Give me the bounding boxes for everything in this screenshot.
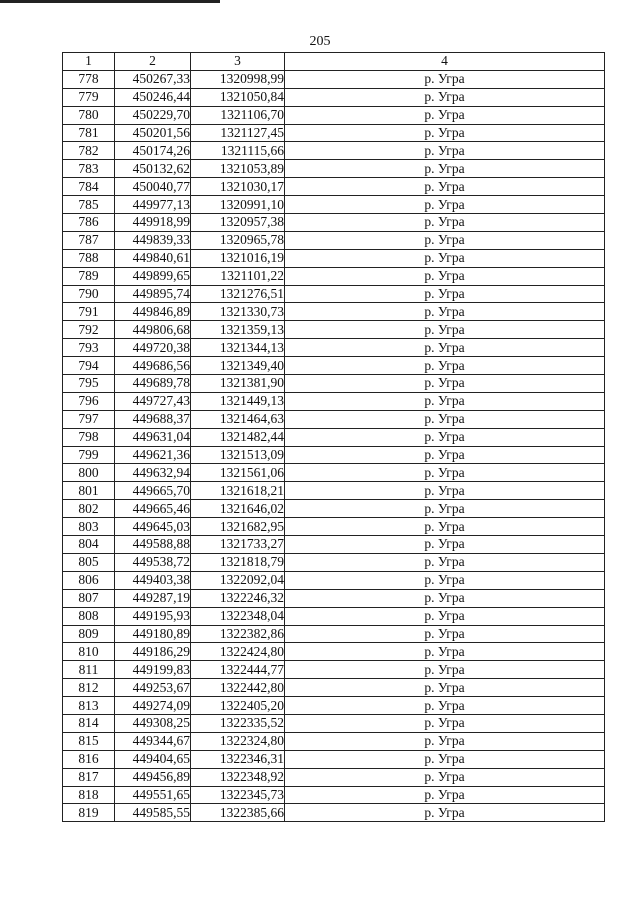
y-coordinate-cell: 1321349,40	[191, 357, 285, 375]
y-coordinate-cell: 1322382,86	[191, 625, 285, 643]
x-coordinate-cell: 449632,94	[115, 464, 191, 482]
table-row	[63, 339, 605, 357]
point-number-cell: 801	[63, 482, 115, 500]
table-row	[63, 267, 605, 285]
y-coordinate-cell: 1321646,02	[191, 500, 285, 518]
table-row	[63, 804, 605, 822]
description-cell: р. Угра	[285, 697, 605, 715]
x-coordinate-cell: 449344,67	[115, 732, 191, 750]
page-number: 205	[309, 34, 331, 49]
y-coordinate-cell: 1321682,95	[191, 518, 285, 536]
table-row	[63, 160, 605, 178]
description-cell: р. Угра	[285, 178, 605, 196]
x-coordinate-cell: 449199,83	[115, 661, 191, 679]
y-coordinate-cell: 1322405,20	[191, 697, 285, 715]
table-row	[63, 446, 605, 464]
table-row	[63, 571, 605, 589]
table-header-row	[63, 53, 605, 71]
description-cell: р. Угра	[285, 160, 605, 178]
x-coordinate-cell: 449665,70	[115, 482, 191, 500]
x-coordinate-cell: 449727,43	[115, 392, 191, 410]
table-row	[63, 768, 605, 786]
point-number-cell: 783	[63, 160, 115, 178]
x-coordinate-cell: 450229,70	[115, 106, 191, 124]
y-coordinate-cell: 1322385,66	[191, 804, 285, 822]
description-cell: р. Угра	[285, 428, 605, 446]
table-row	[63, 249, 605, 267]
point-number-cell: 787	[63, 231, 115, 249]
x-coordinate-cell: 449895,74	[115, 285, 191, 303]
y-coordinate-cell: 1321449,13	[191, 392, 285, 410]
x-coordinate-cell: 450174,26	[115, 142, 191, 160]
x-coordinate-cell: 449551,65	[115, 786, 191, 804]
y-coordinate-cell: 1321618,21	[191, 482, 285, 500]
table-row	[63, 518, 605, 536]
point-number-cell: 798	[63, 428, 115, 446]
description-cell: р. Угра	[285, 339, 605, 357]
description-cell: р. Угра	[285, 303, 605, 321]
table-row	[63, 410, 605, 428]
point-number-cell: 803	[63, 518, 115, 536]
table-row	[63, 106, 605, 124]
description-cell: р. Угра	[285, 106, 605, 124]
table-row	[63, 464, 605, 482]
point-number-cell: 794	[63, 357, 115, 375]
y-coordinate-cell: 1321359,13	[191, 321, 285, 339]
description-cell: р. Угра	[285, 124, 605, 142]
y-coordinate-cell: 1321561,06	[191, 464, 285, 482]
column-header: 2	[115, 53, 191, 71]
description-cell: р. Угра	[285, 142, 605, 160]
point-number-cell: 811	[63, 661, 115, 679]
description-cell: р. Угра	[285, 536, 605, 554]
point-number-cell: 792	[63, 321, 115, 339]
description-cell: р. Угра	[285, 589, 605, 607]
x-coordinate-cell: 449720,38	[115, 339, 191, 357]
y-coordinate-cell: 1321127,45	[191, 124, 285, 142]
table-row	[63, 88, 605, 106]
y-coordinate-cell: 1321344,13	[191, 339, 285, 357]
point-number-cell: 802	[63, 500, 115, 518]
x-coordinate-cell: 449195,93	[115, 607, 191, 625]
description-cell: р. Угра	[285, 267, 605, 285]
description-cell: р. Угра	[285, 464, 605, 482]
description-cell: р. Угра	[285, 357, 605, 375]
coordinates-table	[62, 52, 605, 822]
description-cell: р. Угра	[285, 750, 605, 768]
point-number-cell: 808	[63, 607, 115, 625]
description-cell: р. Угра	[285, 661, 605, 679]
point-number-cell: 791	[63, 303, 115, 321]
x-coordinate-cell: 449585,55	[115, 804, 191, 822]
x-coordinate-cell: 449253,67	[115, 679, 191, 697]
point-number-cell: 814	[63, 714, 115, 732]
x-coordinate-cell: 449308,25	[115, 714, 191, 732]
description-cell: р. Угра	[285, 500, 605, 518]
y-coordinate-cell: 1321733,27	[191, 536, 285, 554]
x-coordinate-cell: 449645,03	[115, 518, 191, 536]
description-cell: р. Угра	[285, 375, 605, 393]
column-header: 3	[191, 53, 285, 71]
x-coordinate-cell: 449404,65	[115, 750, 191, 768]
y-coordinate-cell: 1321101,22	[191, 267, 285, 285]
table-row	[63, 589, 605, 607]
y-coordinate-cell: 1320965,78	[191, 231, 285, 249]
point-number-cell: 797	[63, 410, 115, 428]
point-number-cell: 813	[63, 697, 115, 715]
point-number-cell: 807	[63, 589, 115, 607]
point-number-cell: 804	[63, 536, 115, 554]
description-cell: р. Угра	[285, 553, 605, 571]
table-row	[63, 428, 605, 446]
y-coordinate-cell: 1322348,04	[191, 607, 285, 625]
x-coordinate-cell: 449899,65	[115, 267, 191, 285]
description-cell: р. Угра	[285, 482, 605, 500]
point-number-cell: 785	[63, 196, 115, 214]
y-coordinate-cell: 1321482,44	[191, 428, 285, 446]
y-coordinate-cell: 1321818,79	[191, 553, 285, 571]
point-number-cell: 788	[63, 249, 115, 267]
x-coordinate-cell: 449287,19	[115, 589, 191, 607]
description-cell: р. Угра	[285, 518, 605, 536]
table-row	[63, 553, 605, 571]
x-coordinate-cell: 449538,72	[115, 553, 191, 571]
point-number-cell: 799	[63, 446, 115, 464]
y-coordinate-cell: 1321513,09	[191, 446, 285, 464]
table-row	[63, 697, 605, 715]
x-coordinate-cell: 449806,68	[115, 321, 191, 339]
point-number-cell: 779	[63, 88, 115, 106]
point-number-cell: 795	[63, 375, 115, 393]
x-coordinate-cell: 449918,99	[115, 214, 191, 232]
point-number-cell: 806	[63, 571, 115, 589]
point-number-cell: 818	[63, 786, 115, 804]
point-number-cell: 809	[63, 625, 115, 643]
table-row	[63, 786, 605, 804]
x-coordinate-cell: 450040,77	[115, 178, 191, 196]
y-coordinate-cell: 1322424,80	[191, 643, 285, 661]
table-row	[63, 607, 605, 625]
description-cell: р. Угра	[285, 768, 605, 786]
point-number-cell: 781	[63, 124, 115, 142]
y-coordinate-cell: 1321106,70	[191, 106, 285, 124]
table-row	[63, 321, 605, 339]
table-row	[63, 375, 605, 393]
y-coordinate-cell: 1321050,84	[191, 88, 285, 106]
point-number-cell: 817	[63, 768, 115, 786]
description-cell: р. Угра	[285, 786, 605, 804]
point-number-cell: 793	[63, 339, 115, 357]
y-coordinate-cell: 1320991,10	[191, 196, 285, 214]
point-number-cell: 810	[63, 643, 115, 661]
description-cell: р. Угра	[285, 571, 605, 589]
y-coordinate-cell: 1322092,04	[191, 571, 285, 589]
point-number-cell: 796	[63, 392, 115, 410]
y-coordinate-cell: 1321115,66	[191, 142, 285, 160]
table-row	[63, 70, 605, 88]
point-number-cell: 782	[63, 142, 115, 160]
table-row	[63, 142, 605, 160]
x-coordinate-cell: 449403,38	[115, 571, 191, 589]
table-row	[63, 303, 605, 321]
table-row	[63, 500, 605, 518]
table-row	[63, 661, 605, 679]
description-cell: р. Угра	[285, 804, 605, 822]
y-coordinate-cell: 1322246,32	[191, 589, 285, 607]
y-coordinate-cell: 1320998,99	[191, 70, 285, 88]
table-row	[63, 732, 605, 750]
table-row	[63, 536, 605, 554]
point-number-cell: 789	[63, 267, 115, 285]
x-coordinate-cell: 449839,33	[115, 231, 191, 249]
x-coordinate-cell: 449631,04	[115, 428, 191, 446]
table-row	[63, 750, 605, 768]
table-row	[63, 482, 605, 500]
table-row	[63, 124, 605, 142]
description-cell: р. Угра	[285, 679, 605, 697]
table-row	[63, 679, 605, 697]
description-cell: р. Угра	[285, 732, 605, 750]
y-coordinate-cell: 1322324,80	[191, 732, 285, 750]
x-coordinate-cell: 450267,33	[115, 70, 191, 88]
point-number-cell: 816	[63, 750, 115, 768]
description-cell: р. Угра	[285, 392, 605, 410]
point-number-cell: 805	[63, 553, 115, 571]
description-cell: р. Угра	[285, 214, 605, 232]
table-row	[63, 285, 605, 303]
point-number-cell: 778	[63, 70, 115, 88]
x-coordinate-cell: 449621,36	[115, 446, 191, 464]
table-row	[63, 214, 605, 232]
description-cell: р. Угра	[285, 643, 605, 661]
y-coordinate-cell: 1322442,80	[191, 679, 285, 697]
x-coordinate-cell: 449688,37	[115, 410, 191, 428]
point-number-cell: 819	[63, 804, 115, 822]
y-coordinate-cell: 1321381,90	[191, 375, 285, 393]
description-cell: р. Угра	[285, 321, 605, 339]
x-coordinate-cell: 449274,09	[115, 697, 191, 715]
point-number-cell: 800	[63, 464, 115, 482]
header-rule	[0, 0, 220, 3]
table-body	[63, 70, 605, 821]
x-coordinate-cell: 449689,78	[115, 375, 191, 393]
x-coordinate-cell: 449846,89	[115, 303, 191, 321]
x-coordinate-cell: 449588,88	[115, 536, 191, 554]
description-cell: р. Угра	[285, 249, 605, 267]
y-coordinate-cell: 1321330,73	[191, 303, 285, 321]
x-coordinate-cell: 449840,61	[115, 249, 191, 267]
y-coordinate-cell: 1322345,73	[191, 786, 285, 804]
point-number-cell: 784	[63, 178, 115, 196]
table-row	[63, 196, 605, 214]
x-coordinate-cell: 449665,46	[115, 500, 191, 518]
point-number-cell: 786	[63, 214, 115, 232]
x-coordinate-cell: 449180,89	[115, 625, 191, 643]
description-cell: р. Угра	[285, 714, 605, 732]
description-cell: р. Угра	[285, 410, 605, 428]
point-number-cell: 815	[63, 732, 115, 750]
y-coordinate-cell: 1322346,31	[191, 750, 285, 768]
description-cell: р. Угра	[285, 446, 605, 464]
table-row	[63, 714, 605, 732]
y-coordinate-cell: 1322444,77	[191, 661, 285, 679]
table-row	[63, 643, 605, 661]
y-coordinate-cell: 1320957,38	[191, 214, 285, 232]
point-number-cell: 780	[63, 106, 115, 124]
column-header: 1	[63, 53, 115, 71]
description-cell: р. Угра	[285, 285, 605, 303]
x-coordinate-cell: 450201,56	[115, 124, 191, 142]
y-coordinate-cell: 1322348,92	[191, 768, 285, 786]
y-coordinate-cell: 1321016,19	[191, 249, 285, 267]
description-cell: р. Угра	[285, 231, 605, 249]
table-row	[63, 625, 605, 643]
table-row	[63, 357, 605, 375]
y-coordinate-cell: 1321053,89	[191, 160, 285, 178]
point-number-cell: 812	[63, 679, 115, 697]
point-number-cell: 790	[63, 285, 115, 303]
x-coordinate-cell: 449977,13	[115, 196, 191, 214]
x-coordinate-cell: 449686,56	[115, 357, 191, 375]
y-coordinate-cell: 1321464,63	[191, 410, 285, 428]
table-row	[63, 392, 605, 410]
description-cell: р. Угра	[285, 70, 605, 88]
description-cell: р. Угра	[285, 625, 605, 643]
x-coordinate-cell: 449456,89	[115, 768, 191, 786]
x-coordinate-cell: 449186,29	[115, 643, 191, 661]
y-coordinate-cell: 1321030,17	[191, 178, 285, 196]
y-coordinate-cell: 1322335,52	[191, 714, 285, 732]
description-cell: р. Угра	[285, 88, 605, 106]
description-cell: р. Угра	[285, 607, 605, 625]
description-cell: р. Угра	[285, 196, 605, 214]
x-coordinate-cell: 450246,44	[115, 88, 191, 106]
y-coordinate-cell: 1321276,51	[191, 285, 285, 303]
x-coordinate-cell: 450132,62	[115, 160, 191, 178]
column-header: 4	[285, 53, 605, 71]
table-row	[63, 178, 605, 196]
table-row	[63, 231, 605, 249]
